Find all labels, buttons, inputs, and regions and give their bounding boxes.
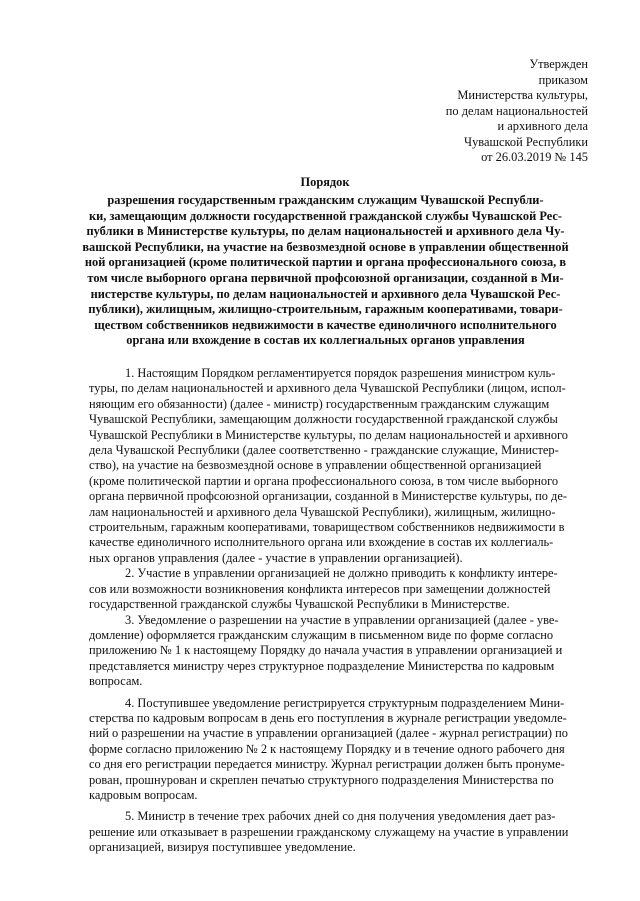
approval-line: по делам национальностей: [445, 103, 588, 118]
approval-line: Министерства культуры,: [457, 88, 588, 102]
paragraph-line: сов или возможности возникновения конфликта интересов при замещении должностей: [89, 581, 551, 596]
paragraph-line: 3. Уведомление о разрешении на участие в управлении организацией (далее - уве-: [125, 612, 559, 627]
paragraph-line: качестве единоличного исполнительного органа или вхождение в состав их коллегиаль-: [89, 535, 554, 550]
approval-line: от 26.03.2019 № 145: [481, 150, 588, 164]
subtitle-line: ществом собственников недвижимости в качестве единоличного исполнительного: [94, 317, 557, 332]
paragraph-1: [89, 366, 574, 566]
paragraph-line: дела Чувашской Республики (далее соответственно - гражданские служащие, Министер-: [89, 443, 559, 458]
paragraph-line: ство), на участие на безвозмездной основе в управлении общественной организацией: [89, 458, 542, 473]
document-subtitle: [82, 193, 569, 349]
paragraph-line: органа первичной профсоюзной организации, созданной в Министерстве культуры, по де-: [89, 489, 567, 504]
subtitle-line: публики в Министерстве культуры, по делам национальностей и архивного дела Чу-: [86, 224, 565, 239]
paragraph-line: 2. Участие в управлении организацией не должно приводить к конфликту интере-: [125, 566, 558, 581]
paragraph-line: государственной гражданской службы Чувашской Республики в Министерстве.: [89, 597, 510, 612]
paragraph-line: (кроме политической партии и органа профессионального союза, в том числе выборного: [89, 473, 559, 488]
paragraph-2: [89, 566, 574, 612]
subtitle-line: ки, замещающим должности государственной гражданской службы Чувашской Рес-: [88, 208, 563, 223]
paragraph-line: кадровым вопросам.: [89, 787, 198, 802]
subtitle-line: вашской Республики, на участие на безвозмездной основе в управлении общественной: [82, 239, 569, 254]
paragraph-4: [89, 696, 574, 804]
paragraph-line: Чувашской Республики в Министерстве культуры, по делам национальностей и архивного: [89, 427, 569, 442]
paragraph-line: домление) оформляется гражданским служащим в письменном виде по форме согласно: [89, 627, 554, 642]
paragraph-line: стерства по кадровым вопросам в день его поступления в журнале регистрации уведомле-: [89, 710, 567, 725]
document-title: Порядок: [300, 175, 350, 189]
paragraph-line: со дня его регистрации передается министру. Журнал регистрации должен быть пронуме-: [89, 757, 565, 772]
approval-line: Чувашской Республики: [464, 134, 588, 149]
subtitle-line: нистерстве культуры, по делам национальностей и архивного дела Чувашской Рес-: [90, 286, 561, 301]
paragraph-line: ных органов управления (далее - участие в управлении организацией).: [89, 550, 463, 565]
subtitle-line: публики), жилищным, жилищно-строительным, гаражным кооперативами, товари-: [88, 302, 563, 317]
paragraph-line: строительным, гаражным кооперативами, товариществом собственников недвижимости в: [89, 520, 565, 535]
paragraph-line: рован, прошнурован и скреплен печатью структурного подразделения Министерства по: [89, 772, 554, 787]
paragraph-line: ний о разрешении на участие в управлении организацией (далее - журнал регистрации) по: [89, 726, 568, 741]
subtitle-line: разрешения государственным гражданским служащим Чувашской Республи-: [107, 193, 544, 207]
paragraph-line: 4. Поступившее уведомление регистрируется структурным подразделением Мини-: [125, 695, 565, 710]
subtitle-line: ной организацией (кроме политической партии и органа профессионального союза, в: [84, 255, 567, 270]
paragraph-line: представляется министру через структурное подразделение Министерства по кадровым: [89, 658, 555, 673]
paragraph-5: [89, 809, 574, 855]
paragraph-line: няющим его обязанности) (далее - министр) государственным гражданским служащим: [89, 396, 550, 411]
paragraph-line: Чувашской Республики, замещающим должности государственной гражданской службы: [89, 412, 558, 427]
paragraph-line: форме согласно приложению № 2 к настоящему Порядку и в течение одного рабочего дня: [89, 741, 565, 756]
subtitle-line: том числе выборного органа первичной профсоюзной организации, созданной в Ми-: [87, 270, 564, 285]
paragraph-line: 5. Министр в течение трех рабочих дней со дня получения уведомления дает раз-: [125, 809, 556, 824]
approval-line: приказом: [538, 72, 588, 87]
paragraph-line: организацией, визируя поступившее уведомление.: [89, 840, 356, 855]
paragraph-line: приложению № 1 к настоящему Порядку до начала участия в управлении организацией и: [89, 643, 563, 658]
approval-line: и архивного дела: [497, 119, 588, 133]
paragraph-line: лам национальностей и архивного дела Чувашской Республики), жилищным, жилищно-: [89, 504, 556, 519]
document-body: [89, 366, 574, 856]
approval-stamp: [368, 57, 588, 166]
paragraph-line: решение или отказывает в разрешении гражданскому служащему на участие в управлении: [89, 824, 569, 839]
paragraph-3: [89, 613, 574, 690]
paragraph-line: вопросам.: [89, 674, 143, 689]
paragraph-line: туры, по делам национальностей и архивного дела Чувашской Республики (лицом, испол-: [89, 381, 566, 396]
approval-line: Утвержден: [529, 57, 588, 71]
subtitle-line: органа или вхождение в состав их коллегиальных органов управления: [126, 333, 525, 348]
paragraph-line: 1. Настоящим Порядком регламентируется порядок разрешения министром куль-: [125, 366, 556, 380]
